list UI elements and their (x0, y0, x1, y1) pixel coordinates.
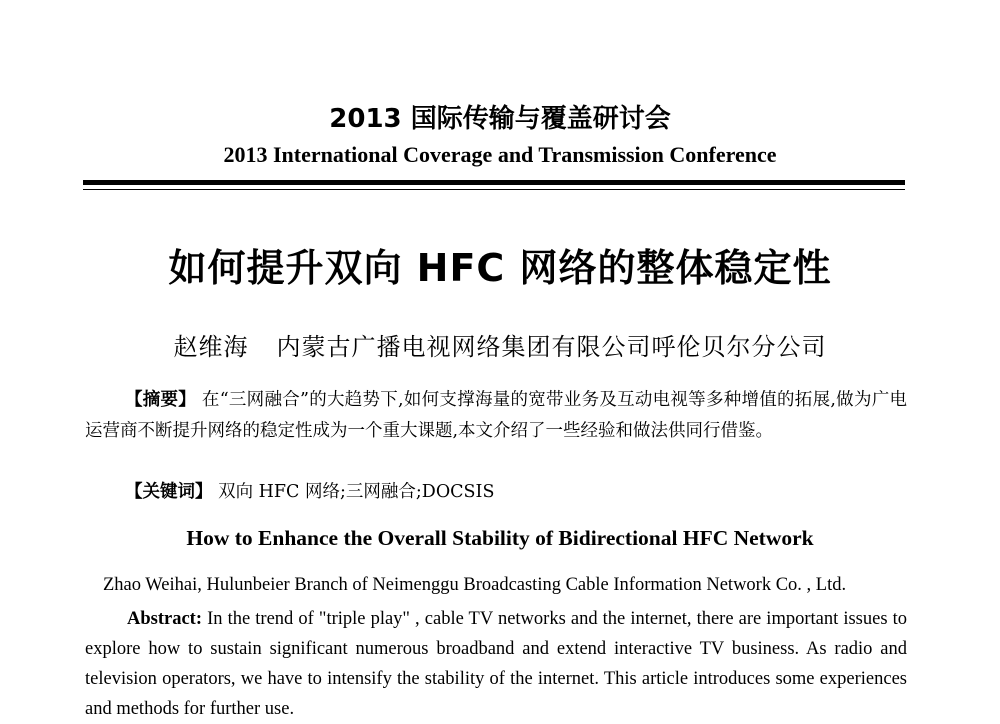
keywords-cn (125, 477, 905, 508)
abstract-text-en: In the trend of "triple play" , cable TV networks and the internet, there are important issues to explore how to sustain significant numerous broadband and extend interactive TV business. As radio and television operators, we have to intensify the stability of the internet. This article introduces some experiences and methods for further use. (85, 609, 907, 719)
header-rule-thin (83, 189, 905, 190)
header-rule-thick (83, 180, 905, 185)
abstract-label-en: Abstract: (127, 609, 203, 629)
abstract-cn (85, 385, 907, 447)
conference-title-en: 2013 International Coverage and Transmission Conference (223, 142, 777, 167)
paper-title-cn: 如何提升双向 HFC 网络的整体稳定性 (168, 246, 832, 290)
abstract-label-cn: 【摘要】 (125, 390, 197, 410)
keywords-label-cn: 【关键词】 (125, 482, 213, 502)
affiliation-cn: 内蒙古广播电视网络集团有限公司呼伦贝尔分公司 (276, 333, 827, 361)
paper-title-en: How to Enhance the Overall Stability of Bidirectional HFC Network (186, 526, 814, 550)
keywords-text-cn: 双向 HFC 网络;三网融合;DOCSIS (218, 482, 495, 502)
abstract-en (85, 604, 907, 724)
author-name-cn: 赵维海 (173, 333, 249, 361)
author-line-cn (0, 327, 1000, 362)
abstract-text-cn: 在“三网融合”的大趋势下,如何支撑海量的宽带业务及互动电视等多种增值的拓展,做为广电运营商不断提升网络的稳定性成为一个重大课题,本文介绍了一些经验和做法供同行借鉴。 (85, 390, 907, 441)
author-affiliation-en: Zhao Weihai, Hulunbeier Branch of Neimenggu Broadcasting Cable Information Network Co. , Ltd. (103, 575, 847, 595)
conference-title-cn: 2013 国际传输与覆盖研讨会 (329, 104, 671, 134)
